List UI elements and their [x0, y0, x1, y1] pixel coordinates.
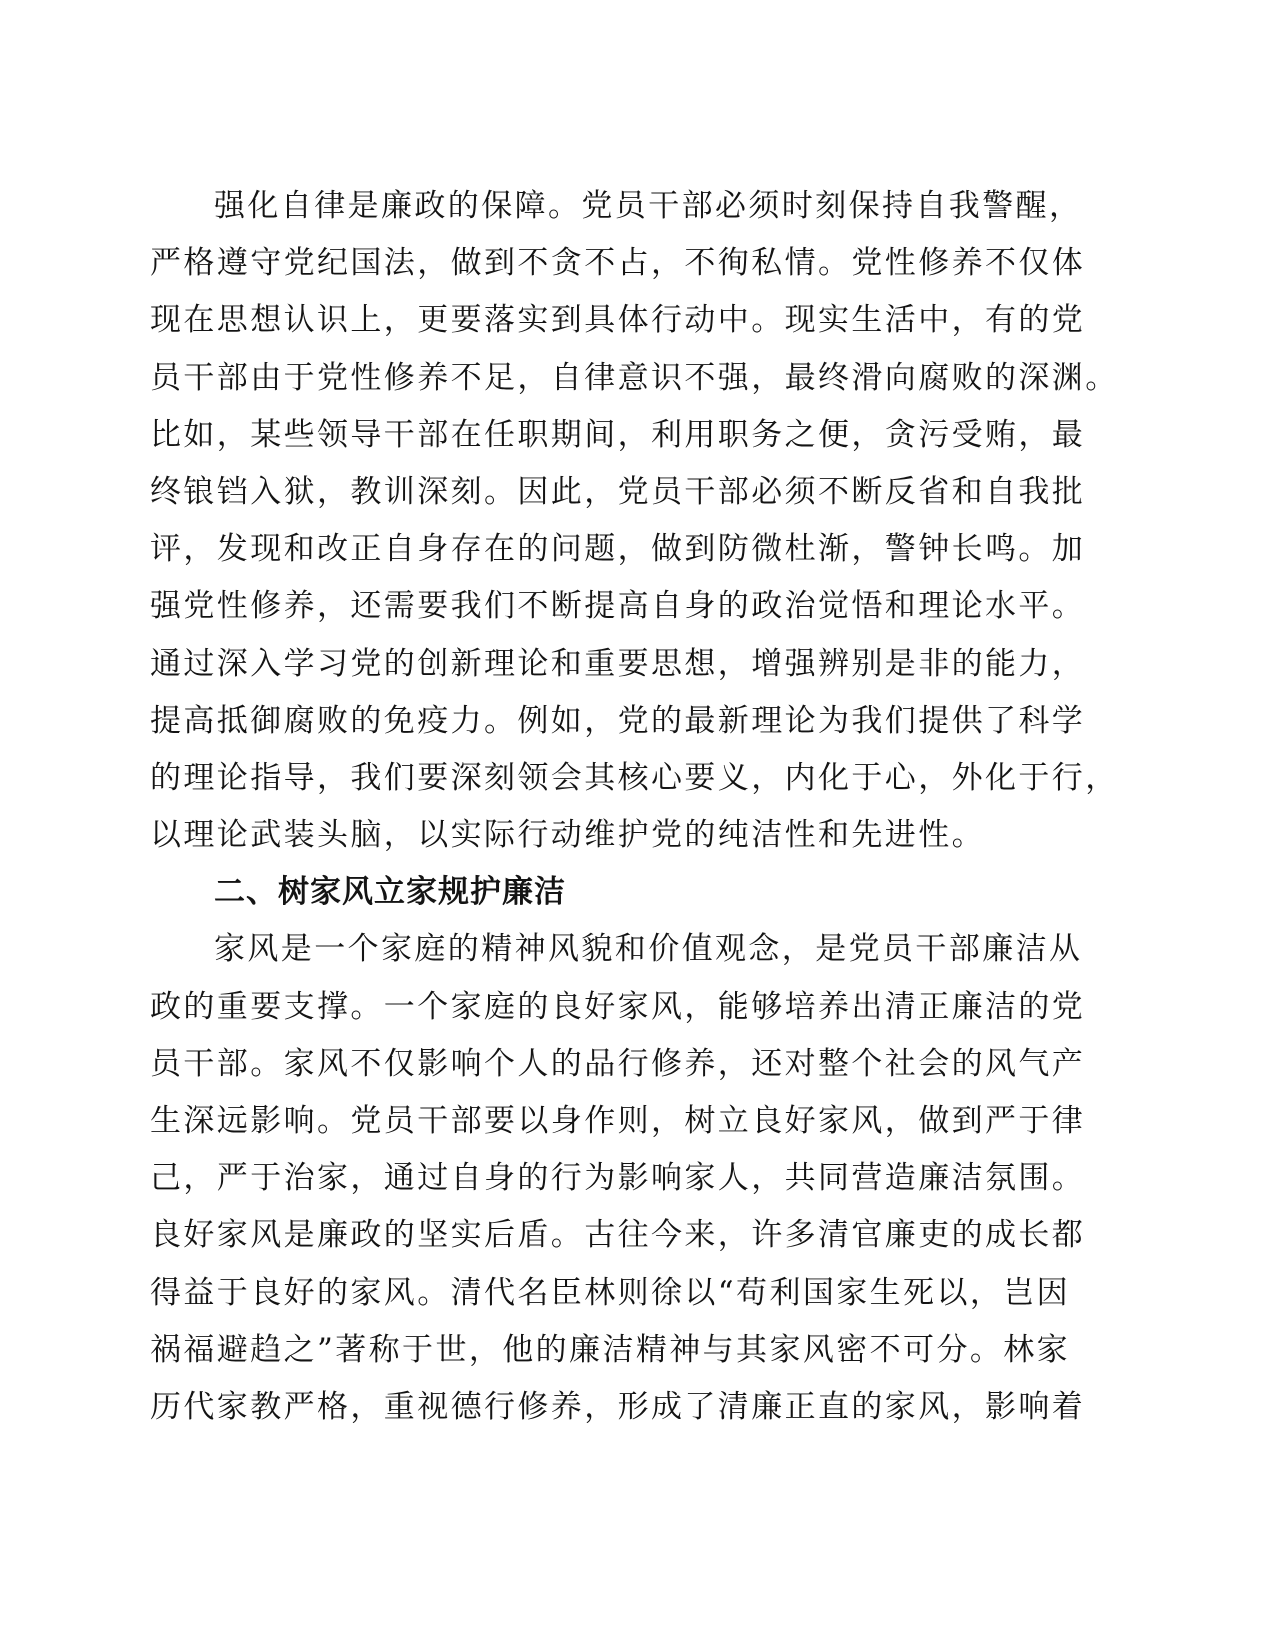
paragraph-self-discipline: [150, 178, 1119, 864]
paragraph-line: 严格遵守党纪国法，做到不贪不占，不徇私情。党性修养不仅体: [150, 245, 1086, 282]
paragraph-line: 提高抵御腐败的免疫力。例如，党的最新理论为我们提供了科学: [150, 702, 1086, 739]
paragraph-line: 通过深入学习党的创新理论和重要思想，增强辨别是非的能力，: [150, 645, 1086, 682]
paragraph-line: 员干部。家风不仅影响个人的品行修养，还对整个社会的风气产: [150, 1045, 1086, 1082]
paragraph-line: 家风是一个家庭的精神风貌和价值观念，是党员干部廉洁从: [214, 931, 1083, 968]
paragraph-line: 终锒铛入狱，教训深刻。因此，党员干部必须不断反省和自我批: [150, 473, 1086, 510]
paragraph-line: 历代家教严格，重视德行修养，形成了清廉正直的家风，影响着: [150, 1388, 1086, 1425]
paragraph-line: 评，发现和改正自身存在的问题，做到防微杜渐，警钟长鸣。加: [150, 531, 1086, 568]
paragraph-line: 员干部由于党性修养不足，自律意识不强，最终滑向腐败的深渊。: [150, 359, 1119, 396]
paragraph-line: 己，严于治家，通过自身的行为影响家人，共同营造廉洁氛围。: [150, 1160, 1086, 1197]
paragraph-line: 以理论武装头脑，以实际行动维护党的纯洁性和先进性。: [150, 817, 985, 854]
section-heading: 二、树家风立家规护廉洁: [214, 874, 566, 911]
paragraph-line: 比如，某些领导干部在任职期间，利用职务之便，贪污受贿，最: [150, 416, 1086, 453]
document-body: [150, 178, 1119, 1436]
paragraph-family-style: [150, 921, 1110, 1436]
paragraph-line: 生深远影响。党员干部要以身作则，树立良好家风，做到严于律: [150, 1103, 1086, 1139]
paragraph-line: 强党性修养，还需要我们不断提高自身的政治觉悟和理论水平。: [150, 588, 1086, 625]
paragraph-line: 祸福避趋之”著称于世，他的廉洁精神与其家风密不可分。林家: [150, 1331, 1071, 1368]
paragraph-line: 的理论指导，我们要深刻领会其核心要义，内化于心，外化于行，: [150, 759, 1119, 796]
paragraph-line: 强化自律是廉政的保障。党员干部必须时刻保持自我警醒，: [214, 188, 1083, 224]
paragraph-line: 良好家风是廉政的坚实后盾。古往今来，许多清官廉吏的成长都: [150, 1217, 1086, 1254]
paragraph-line: 政的重要支撑。一个家庭的良好家风，能够培养出清正廉洁的党: [150, 988, 1086, 1025]
paragraph-line: 得益于良好的家风。清代名臣林则徐以“苟利国家生死以，岂因: [150, 1274, 1071, 1311]
paragraph-line: 现在思想认识上，更要落实到具体行动中。现实生活中，有的党: [150, 302, 1086, 339]
